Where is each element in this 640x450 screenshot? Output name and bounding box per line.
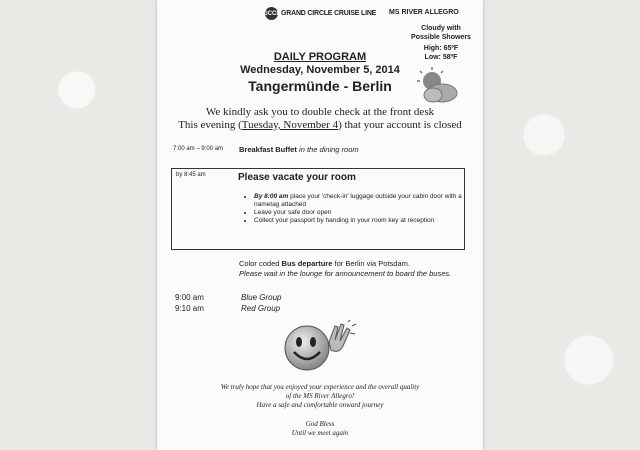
daily-program-sheet — [157, 0, 483, 450]
closing-message — [157, 383, 483, 410]
group-1-time: 9:00 am — [175, 293, 204, 302]
group-1-name: Blue Group — [241, 293, 282, 302]
vacate-instructions — [244, 193, 469, 225]
notice-line-2-pre: This evening ( — [178, 119, 242, 131]
notice-line-2-post: ) that your account is closed — [338, 119, 462, 131]
closing-line-4: God Bless — [305, 420, 335, 428]
vacate-item-1-bold: By 8:00 am — [254, 193, 289, 200]
closing-line-2: of the MS River Allegro! — [285, 392, 355, 400]
breakfast-name: Breakfast Buffet — [239, 145, 297, 154]
notice-line-2 — [157, 119, 483, 132]
vacate-item-1-text: place your 'check-in' luggage outside your cabin door with a nametag attached — [254, 193, 462, 208]
notice-line-1: We kindly ask you to double check at the front desk — [205, 106, 435, 118]
breakfast-entry — [239, 145, 359, 154]
brand — [265, 7, 376, 20]
weather-low: Low: 58ºF — [424, 54, 458, 61]
bus-label-post: for Berlin via Potsdam. — [334, 259, 410, 268]
program-route: Tangermünde - Berlin — [248, 78, 392, 94]
farewell — [157, 420, 483, 438]
bus-departure — [239, 259, 469, 279]
bus-label-bold: Bus departure — [281, 259, 333, 268]
vacate-time: by 8:45 am — [176, 172, 206, 178]
notice-date: Tuesday, November 4 — [241, 119, 339, 131]
program-heading: DAILY PROGRAM — [273, 51, 367, 63]
breakfast-location: in the dining room — [299, 145, 359, 154]
account-notice — [157, 106, 483, 132]
bus-label-pre: Color coded — [239, 259, 280, 268]
ship-name: MS RIVER ALLEGRO — [389, 9, 459, 16]
vacate-title: Please vacate your room — [238, 172, 356, 183]
brand-name: GRAND CIRCLE CRUISE LINE — [281, 10, 377, 17]
weather-high: High: 65ºF — [423, 45, 459, 52]
vacate-item-3: • Collect your passport by handing in your room key at reception — [254, 217, 469, 225]
weather-condition-2: Possible Showers — [411, 34, 471, 41]
closing-line-3: Have a safe and comfortable onward journey — [256, 401, 384, 409]
closing-line-5: Until we meet again — [291, 429, 349, 437]
vacate-room-box — [171, 168, 465, 250]
program-date: Wednesday, November 5, 2014 — [240, 64, 400, 76]
vacate-item-1 — [254, 193, 469, 209]
group-2-name: Red Group — [241, 304, 281, 313]
weather-condition-1: Cloudy with — [421, 25, 461, 32]
breakfast-time: 7:00 am – 9:00 am — [173, 146, 224, 152]
group-2-time: 9:10 am — [175, 304, 204, 313]
brand-logo-icon: GCCL — [265, 7, 278, 20]
waving-smiley-icon — [277, 320, 357, 372]
closing-line-1: We truly hope that you enjoyed your experience and the overall quality — [220, 383, 420, 391]
bus-note: Please wait in the lounge for announcement to board the buses. — [239, 269, 452, 278]
vacate-item-2: • Leave your safe door open — [254, 209, 469, 217]
